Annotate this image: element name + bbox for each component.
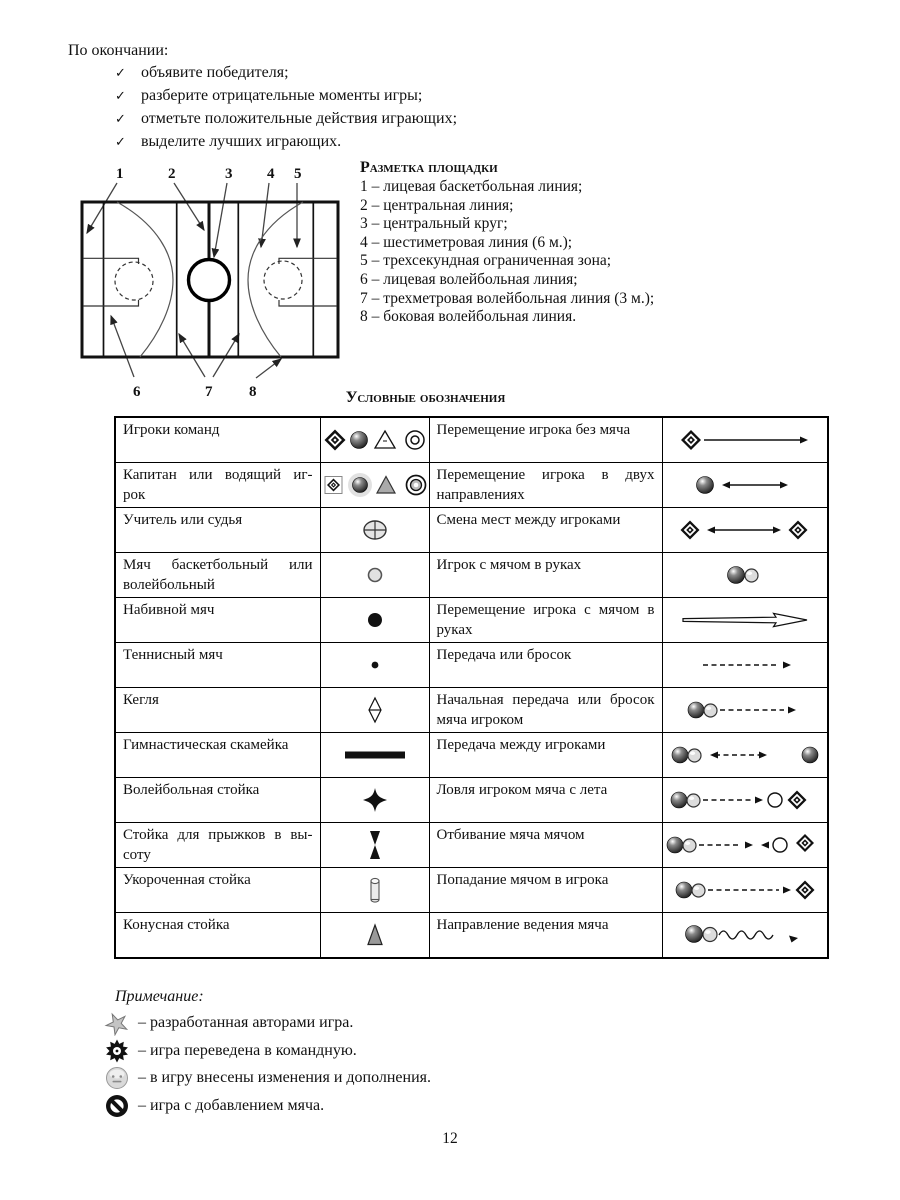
note-item <box>104 1010 840 1037</box>
page-number: 12 <box>442 1130 458 1147</box>
pass-between-icon <box>662 733 828 778</box>
left-label: Конусная стойка <box>115 913 320 959</box>
check-icon: ✓ <box>115 112 126 127</box>
court-label-8: 8 <box>249 384 257 400</box>
intro-section <box>68 40 840 154</box>
note-item <box>104 1038 840 1065</box>
symbols-row <box>115 417 828 463</box>
court-label-7: 7 <box>205 384 213 400</box>
left-label: Кегля <box>115 688 320 733</box>
left-label: Мяч баскетбольный или волейбольный <box>115 553 320 598</box>
hit-player-icon <box>662 868 828 913</box>
symbols-row <box>115 598 828 643</box>
court-label-5: 5 <box>294 166 302 182</box>
symbols-table-body <box>115 417 828 958</box>
right-label: Перемещение игрока без мяча <box>429 417 662 463</box>
marking-legend <box>360 160 654 405</box>
symbols-row <box>115 868 828 913</box>
player-with-ball-icon <box>662 553 828 598</box>
check-item <box>68 108 840 131</box>
right-label: Начальная передача или бросок мяча игроком <box>429 688 662 733</box>
left-label: Набивной мяч <box>115 598 320 643</box>
swap-places-icon <box>662 508 828 553</box>
note-item-text: – игра переведена в командную. <box>138 1041 357 1059</box>
note-item-text: – разработанная авторами игра. <box>138 1014 354 1031</box>
symbols-row <box>115 553 828 598</box>
check-item <box>68 85 840 108</box>
court-label-2: 2 <box>168 166 176 182</box>
symbols-row <box>115 913 828 959</box>
symbols-row <box>115 643 828 688</box>
court-lines <box>82 202 338 357</box>
check-item-text: разберите отрицательные моменты игры; <box>141 87 423 104</box>
check-item <box>68 131 840 154</box>
check-icon: ✓ <box>115 66 126 81</box>
left-label: Теннисный мяч <box>115 643 320 688</box>
check-item-text: выделите лучших играющих. <box>141 133 342 150</box>
right-label: Игрок с мячом в руках <box>429 553 662 598</box>
right-label: Попадание мячом в игрока <box>429 868 662 913</box>
note-item-text: – игра с добавлением мяча. <box>138 1096 325 1114</box>
marking-item: 2 – центральная линия; <box>360 196 514 214</box>
ball-hits-ball-icon <box>662 823 828 868</box>
left-label: Стойка для прыжков в вы- соту <box>115 823 320 868</box>
marking-list <box>360 178 654 327</box>
check-item-text: отметьте положительные действия играющих; <box>141 110 458 127</box>
court-label-4: 4 <box>267 166 275 182</box>
symbols-title: Условные обозначения <box>345 389 506 406</box>
move-no-ball-icon <box>662 417 828 463</box>
symbols-row <box>115 463 828 508</box>
star-gray-icon <box>104 1010 134 1036</box>
right-label: Перемещение игрока с мячом в руках <box>429 598 662 643</box>
note-item <box>104 1093 840 1120</box>
symbols-row <box>115 733 828 778</box>
marking-title: Разметка площадки <box>360 159 498 176</box>
notes-section <box>104 985 840 1119</box>
players-set-icon <box>320 417 429 463</box>
volleyball-post-icon <box>320 778 429 823</box>
notes-title: Примечание: <box>115 988 204 1005</box>
smiley-icon <box>104 1065 134 1091</box>
court-label-3: 3 <box>225 166 233 182</box>
symbols-table <box>114 416 829 959</box>
short-post-icon <box>320 868 429 913</box>
initial-pass-icon <box>662 688 828 733</box>
referee-icon <box>320 508 429 553</box>
captains-set-icon <box>320 463 429 508</box>
ball-icon <box>320 553 429 598</box>
marking-item: 8 – боковая волейбольная линия. <box>360 308 577 326</box>
marking-item: 5 – трехсекундная ограниченная зона; <box>360 252 612 270</box>
pass-or-throw-icon <box>662 643 828 688</box>
marking-item: 3 – центральный круг; <box>360 215 508 233</box>
check-item-text: объявите победителя; <box>141 64 289 81</box>
left-label: Волейбольная стойка <box>115 778 320 823</box>
right-label: Смена мест между игроками <box>429 508 662 553</box>
bench-icon <box>320 733 429 778</box>
check-icon: ✓ <box>115 89 126 104</box>
tennis-ball-icon <box>320 643 429 688</box>
left-label: Учитель или судья <box>115 508 320 553</box>
marking-item: 1 – лицевая баскетбольная линия; <box>360 178 583 195</box>
right-label: Ловля игроком мяча с лета <box>429 778 662 823</box>
medicine-ball-icon <box>320 598 429 643</box>
cone-icon <box>320 913 429 959</box>
left-label: Укороченная стойка <box>115 868 320 913</box>
symbols-row <box>115 823 828 868</box>
right-label: Перемещение игрока в двух направлениях <box>429 463 662 508</box>
pin-icon <box>320 688 429 733</box>
court-label-6: 6 <box>133 384 141 400</box>
marking-item: 4 – шестиметровая линия (6 м.); <box>360 233 573 251</box>
right-label: Передача между игроками <box>429 733 662 778</box>
catch-volley-icon <box>662 778 828 823</box>
right-label: Передача или бросок <box>429 643 662 688</box>
intro-title: По окончании: <box>68 42 169 59</box>
left-label: Игроки команд <box>115 417 320 463</box>
right-label: Отбивание мяча мячом <box>429 823 662 868</box>
note-item-text: – в игру внесены изменения и дополнения. <box>138 1069 432 1086</box>
left-label: Капитан или водящий иг- рок <box>115 463 320 508</box>
check-item <box>68 62 840 85</box>
marking-item: 7 – трехметровая волейбольная линия (3 м.); <box>360 289 655 307</box>
court-figure <box>68 160 840 405</box>
no-sign-icon <box>104 1093 134 1119</box>
court-diagram <box>68 160 358 405</box>
dribble-direction-icon <box>662 913 828 959</box>
court-label-1: 1 <box>116 166 124 182</box>
marking-item: 6 – лицевая волейбольная линия; <box>360 270 578 288</box>
note-item <box>104 1065 840 1092</box>
move-two-dir-icon <box>662 463 828 508</box>
jump-post-icon <box>320 823 429 868</box>
symbols-row <box>115 778 828 823</box>
symbols-row <box>115 508 828 553</box>
move-with-ball-icon <box>662 598 828 643</box>
notes-list <box>104 1010 840 1119</box>
burst-icon <box>104 1038 134 1064</box>
intro-list <box>68 62 840 154</box>
right-label: Направление ведения мяча <box>429 913 662 959</box>
symbols-row <box>115 688 828 733</box>
left-label: Гимнастическая скамейка <box>115 733 320 778</box>
check-icon: ✓ <box>115 135 126 150</box>
